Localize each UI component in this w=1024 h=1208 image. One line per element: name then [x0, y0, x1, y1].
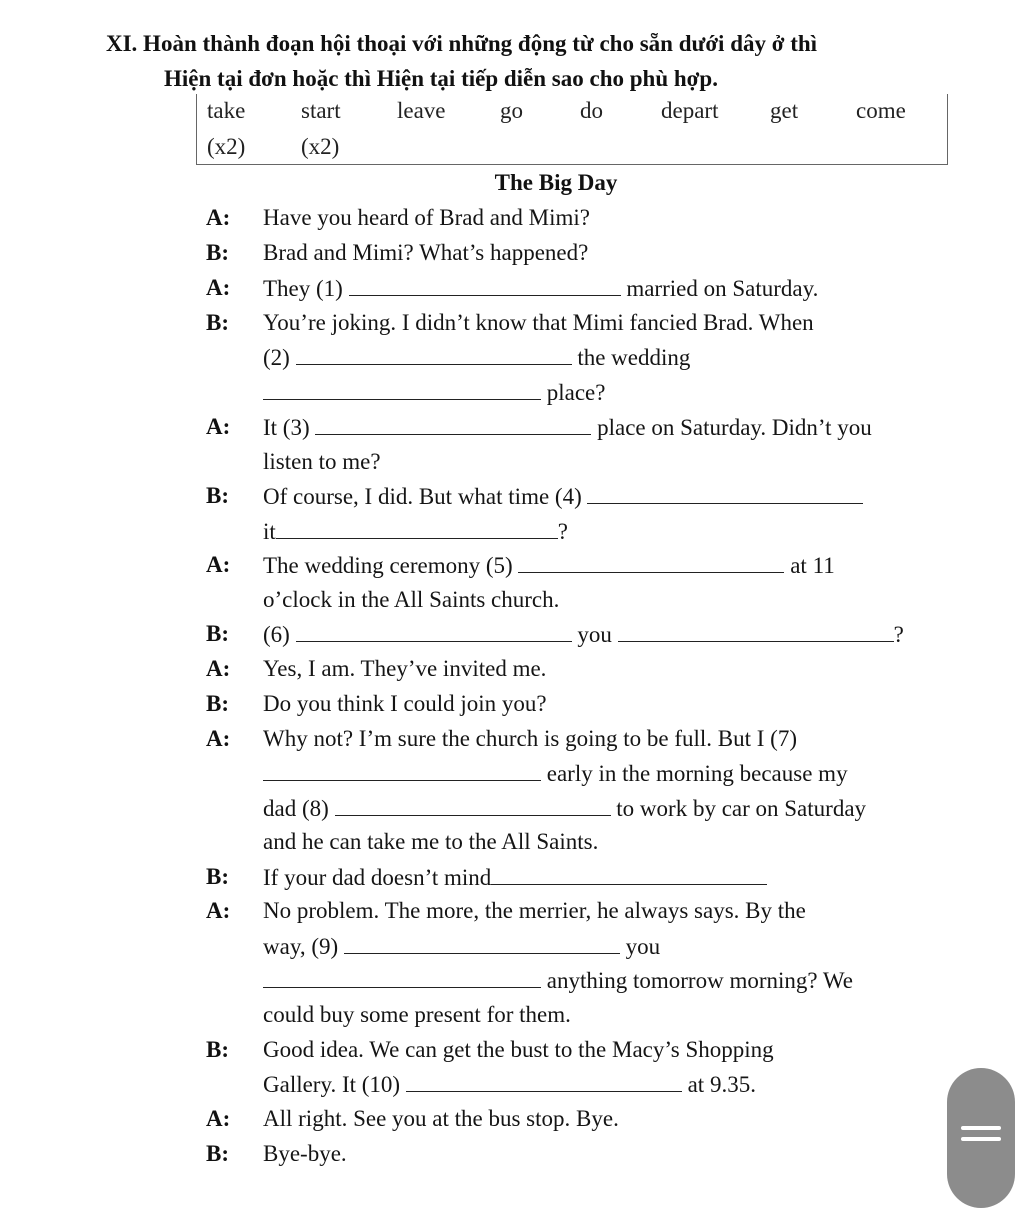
speaker-label: A: — [206, 205, 231, 230]
dialogue-line: Brad and Mimi? What’s happened? — [263, 240, 589, 265]
answer-blank-9a[interactable] — [344, 933, 620, 954]
answer-blank-6b[interactable] — [618, 621, 894, 642]
word-leave: leave — [397, 98, 446, 123]
dialogue-line: dad (8) to work by car on Saturday — [263, 796, 867, 821]
dialogue-line: early in the morning because my — [263, 760, 848, 787]
speaker-label: A: — [206, 275, 231, 300]
speaker-label: B: — [206, 1037, 229, 1062]
answer-blank-1[interactable] — [349, 275, 621, 296]
word-do: do — [580, 98, 603, 123]
speaker-label: B: — [206, 310, 229, 335]
speaker-label: A: — [206, 1106, 231, 1131]
handle-bar-icon — [961, 1126, 1001, 1130]
dialogue-line: way, (9) you — [263, 934, 661, 959]
answer-blank-4a[interactable] — [587, 483, 863, 504]
dialogue-line: Have you heard of Brad and Mimi? — [263, 205, 591, 230]
answer-blank-9b[interactable] — [263, 967, 541, 988]
speaker-label: B: — [206, 864, 229, 889]
dialogue-line: The wedding ceremony (5) at 11 — [263, 553, 835, 578]
dialogue-line: All right. See you at the bus stop. Bye. — [263, 1106, 619, 1131]
speaker-label: B: — [206, 240, 229, 265]
speaker-label: B: — [206, 483, 229, 508]
dialogue-line: Yes, I am. They’ve invited me. — [263, 656, 547, 681]
answer-blank-7[interactable] — [263, 760, 541, 781]
heading-line-2: Hiện tại đơn hoặc thì Hiện tại tiếp diễn sao cho phù hợp. — [164, 66, 718, 91]
speaker-label: A: — [206, 552, 231, 577]
dialogue-line: it ? — [263, 519, 568, 544]
dialogue-line: Do you think I could join you? — [263, 691, 547, 716]
answer-blank-5[interactable] — [518, 552, 784, 573]
dialogue-line: Gallery. It (10) at 9.35. — [263, 1072, 756, 1097]
answer-blank-10[interactable] — [406, 1071, 682, 1092]
dialogue-line: Bye-bye. — [263, 1141, 347, 1166]
speaker-label: A: — [206, 726, 231, 751]
word-get: get — [770, 98, 799, 123]
dialogue-line: Of course, I did. But what time (4) — [263, 483, 863, 510]
answer-blank-2b[interactable] — [263, 379, 541, 400]
dialogue-title: The Big Day — [494, 170, 618, 195]
dialogue-line: Good idea. We can get the bust to the Macy’s Shopping — [263, 1037, 774, 1062]
dialogue-line: and he can take me to the All Saints. — [263, 829, 599, 854]
answer-blank-8[interactable] — [335, 795, 611, 816]
dialogue-line: You’re joking. I didn’t know that Mimi fancied Brad. When — [263, 310, 814, 335]
dialogue-line: could buy some present for them. — [263, 1002, 571, 1027]
answer-blank-6a[interactable] — [296, 621, 572, 642]
answer-blank-2a[interactable] — [296, 344, 572, 365]
answer-blank-4b[interactable] — [276, 518, 558, 539]
dialogue-line: If your dad doesn’t mind — [263, 864, 767, 891]
dialogue-line: place? — [263, 379, 605, 406]
speaker-label: B: — [206, 621, 229, 646]
dialogue-line: Why not? I’m sure the church is going to be full. But I (7) — [263, 726, 797, 751]
dialogue-line: anything tomorrow morning? We — [263, 967, 853, 994]
exercise-heading — [106, 26, 986, 96]
dialogue-line: They (1) married on Saturday. — [263, 276, 819, 301]
dialogue-line: It (3) place on Saturday. Didn’t you — [263, 415, 872, 440]
word-come: come — [856, 98, 906, 123]
heading-line-1: XI. Hoàn thành đoạn hội thoại với những động từ cho sẵn dưới dây ở thì — [106, 31, 818, 56]
dialogue-line: No problem. The more, the merrier, he always says. By the — [263, 898, 806, 923]
dialogue-line: (2) the wedding — [263, 345, 691, 370]
speaker-label: A: — [206, 656, 231, 681]
word-box — [196, 94, 948, 165]
note-start-x2: (x2) — [301, 134, 340, 159]
handle-bar-icon — [961, 1137, 1001, 1141]
scroll-handle-button[interactable] — [947, 1068, 1015, 1208]
answer-blank-extra[interactable] — [491, 864, 767, 885]
word-take: take — [207, 98, 246, 123]
word-go: go — [500, 98, 523, 123]
dialogue-line: listen to me? — [263, 449, 381, 474]
speaker-label: A: — [206, 898, 231, 923]
speaker-label: A: — [206, 414, 231, 439]
note-take-x2: (x2) — [207, 134, 246, 159]
word-start: start — [301, 98, 341, 123]
dialogue-line: o’clock in the All Saints church. — [263, 587, 560, 612]
dialogue-line: (6) you ? — [263, 622, 904, 647]
word-depart: depart — [661, 98, 719, 123]
answer-blank-3[interactable] — [315, 414, 591, 435]
speaker-label: B: — [206, 691, 229, 716]
speaker-label: B: — [206, 1141, 229, 1166]
